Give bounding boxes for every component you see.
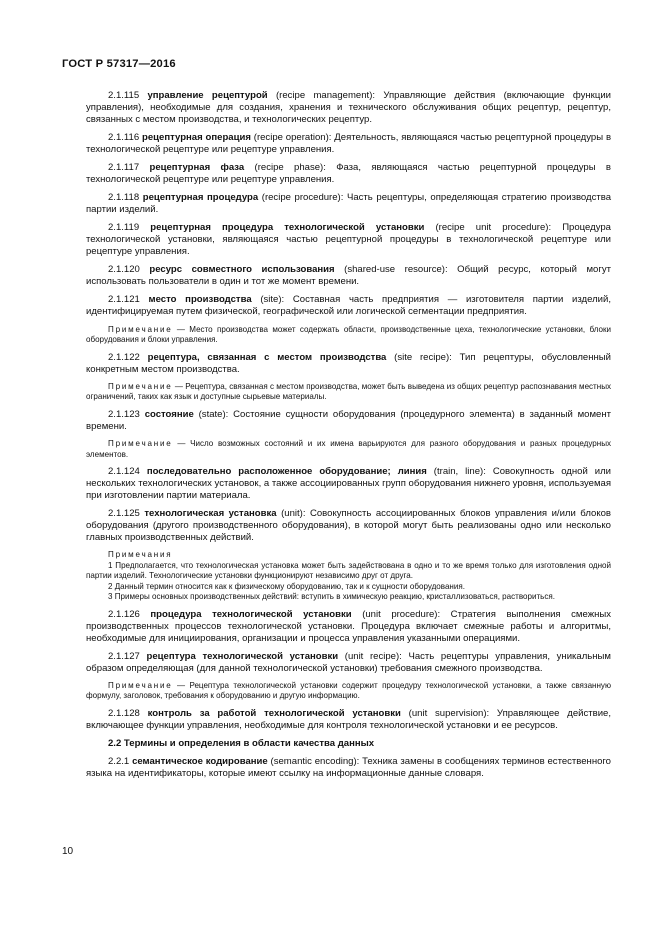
note-2-1-123: Примечание — Число возможных состояний и их имена варьируются для разного оборудования и разных процедурных элементов. <box>86 439 611 459</box>
definition-2-1-124: 2.1.124 последовательно расположенное оборудование; линия (train, line): Совокупность одной или нескольких технологических установок, а также ассоциированных групп оборудования нижнего уровня, используемая при изготовлении партии материала. <box>86 466 611 502</box>
definition-2-1-117: 2.1.117 рецептурная фаза (recipe phase): Фаза, являющаяся частью рецептурной процедуры в технологической рецептуре или рецептуре управления. <box>86 162 611 186</box>
definition-2-1-118: 2.1.118 рецептурная процедура (recipe procedure): Часть рецептуры, определяющая стратегию производства партии изделий. <box>86 192 611 216</box>
definition-2-1-128: 2.1.128 контроль за работой технологической установки (unit supervision): Управляющее действие, включающее функции управления, необходимые для контроля технологической установки и ее ресурсов. <box>86 708 611 732</box>
note-item: 1 Предполагается, что технологическая установка может быть задействована в одно и то же время только для изготовления одной партии изделий. Технологические установки функционируют независимо друг от друга. <box>86 560 611 581</box>
notes-heading: Примечания <box>108 550 173 560</box>
definition-2-1-126: 2.1.126 процедура технологической установки (unit procedure): Стратегия выполнения смежных производственных процессов технологической установки. Процедура включает смежные работы и алгоритмы, необходимые для инициирования, организации и процесса управления указанными операциями. <box>86 608 611 644</box>
definition-2-1-123: 2.1.123 состояние (state): Состояние сущности оборудования (процедурного элемента) в заданный момент времени. <box>86 409 612 433</box>
definition-2-1-120: 2.1.120 ресурс совместного использования (shared-use resource): Общий ресурс, который могут использовать пользователи в один и тот же момент времени. <box>86 264 611 288</box>
definition-2-1-121: 2.1.121 место производства (site): Составная часть предприятия — изготовителя партии изделий, идентифицируемая путем физической, географической или логической сегментации предприятия. <box>86 294 611 318</box>
section-heading-2-2: 2.2 Термины и определения в области качества данных <box>108 738 375 750</box>
definition-2-1-122: 2.1.122 рецептура, связанная с местом производства (site recipe): Тип рецептуры, обусловленный конкретным местом производства. <box>86 351 611 375</box>
document-body <box>86 90 611 787</box>
document-header: ГОСТ Р 57317—2016 <box>62 58 176 70</box>
definition-2-1-127: 2.1.127 рецептура технологической установки (unit recipe): Часть рецептуры управления, уникальным образом определяющая (для данной технологической установки) требования смежного производства. <box>86 650 611 674</box>
definition-2-1-119: 2.1.119 рецептурная процедура технологической установки (recipe unit procedure): Процедура технологической установки, являющаяся частью рецептурной процедуры в технологической рецептуре или рецептуре управления. <box>86 222 611 258</box>
definition-2-1-116: 2.1.116 рецептурная операция (recipe operation): Деятельность, являющаяся частью рецептурной процедуры в технологической рецептуре или рецептуре управления. <box>86 132 612 155</box>
page-number: 10 <box>62 846 74 857</box>
notes-2-1-125 <box>86 550 611 602</box>
note-item: 2 Данный термин относится как к физическому оборудованию, так и к сущности оборудования. <box>108 581 465 591</box>
note-2-1-121: Примечание — Место производства может содержать области, производственные цеха, технологические установки, блоки оборудования и блоки управления. <box>86 324 611 344</box>
note-2-1-127: Примечание — Рецептура технологической установки содержит процедуру технологической установки, а также связанную формулу, заголовок, требования к оборудованию и другую информацию. <box>86 681 611 701</box>
definition-2-1-125: 2.1.125 технологическая установка (unit): Совокупность ассоциированных блоков управления и/или блоков оборудования (другого производственного оборудования), в которой могут быть реализованы одно или несколько главных производственных действий. <box>86 508 611 544</box>
note-item: 3 Примеры основных производственных действий: вступить в химическую реакцию, кристаллизоваться, раствориться. <box>108 592 555 602</box>
note-2-1-122: Примечание — Рецептура, связанная с местом производства, может быть выведена из общих рецептур распознавания местных ограничений, таких как язык и доступные сырьевые материалы. <box>86 381 611 402</box>
definition-2-2-1: 2.2.1 семантическое кодирование (semantic encoding): Техника замены в сообщениях терминов естественного языка на идентификаторы, которые имеют ссылку на информационные данные словаря. <box>86 756 611 780</box>
definition-2-1-115: 2.1.115 управление рецептурой (recipe management): Управляющие действия (включающие функции управления), необходимые для создания, хранения и технического обслуживания общих рецептур, рецептур, связанных с местом производства, и технологических рецептур. <box>86 90 611 125</box>
